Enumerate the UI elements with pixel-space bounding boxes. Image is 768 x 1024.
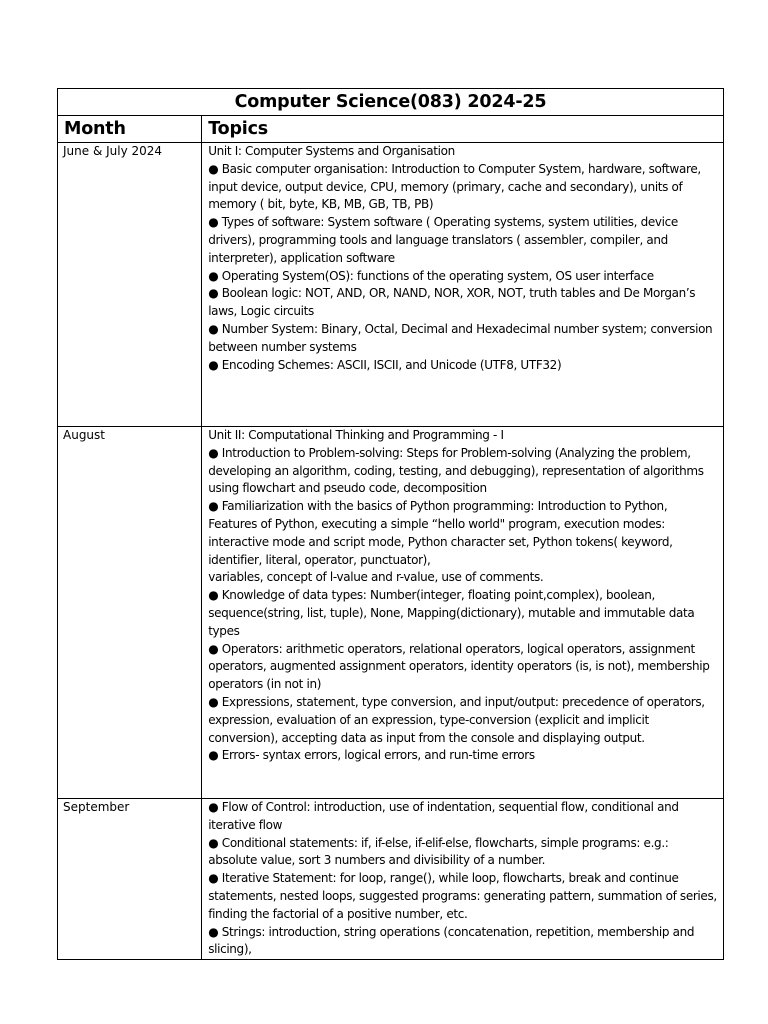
topic-line: ● Encoding Schemes: ASCII, ISCII, and Unicode (UTF8, UTF32) (208, 357, 562, 372)
topic-line: ● Knowledge of data types: Number(integer, floating point,complex), boolean, sequence(string, list, tuple), None, Mapping(dictionary), mutable and immutable data types (208, 588, 695, 638)
topic-line: Unit I: Computer Systems and Organisation (208, 144, 455, 158)
topic-line: ● Errors- syntax errors, logical errors, and run-time errors (208, 748, 535, 763)
topic-line: Unit II: Computational Thinking and Programming - I (208, 428, 504, 442)
topic-line: ● Boolean logic: NOT, AND, OR, NAND, NOR, XOR, NOT, truth tables and De Morgan’s laws, Logic circuits (208, 286, 696, 319)
topic-line: ● Operators: arithmetic operators, relational operators, logical operators, assignment operators, augmented assignment operators, identity operators (is, is not), membership operators (in not in) (208, 641, 710, 692)
topic-line: ● Basic computer organisation: Introduction to Computer System, hardware, software, input device, output device, CPU, memory (primary, cache and secondary), units of memory ( bit, byte, KB, MB, GB, TB, PB) (208, 161, 701, 212)
topics-cell (202, 143, 724, 427)
topic-line: ● Types of software: System software ( Operating systems, system utilities, device drivers), programming tools and language translators ( assembler, compiler, and interpreter), application software (208, 215, 678, 265)
topic-line: ● Familiarization with the basics of Python programming: Introduction to Python, Features of Python, executing a simple “hello world" program, execution modes: interactive mode and script mode, Python character set, Python tokens( keyword, identifier, literal, operator, punctuator), (208, 499, 673, 567)
topic-line: ● Conditional statements: if, if-else, if-elif-else, flowcharts, simple programs: e.g.: absolute value, sort 3 numbers and divisibility of a number. (208, 835, 669, 868)
topic-line: ● Operating System(OS): functions of the operating system, OS user interface (208, 268, 654, 283)
table-row (58, 427, 724, 799)
topic-line: ● Flow of Control: introduction, use of indentation, sequential flow, conditional and iterative flow (208, 800, 679, 832)
title-row (58, 89, 724, 116)
document-title: Computer Science(083) 2024-25 (58, 89, 724, 116)
table-row (58, 143, 724, 427)
month-cell: June & July 2024 (58, 143, 202, 427)
topic-line: ● Iterative Statement: for loop, range(), while loop, flowcharts, break and continue statements, nested loops, suggested programs: generating pattern, summation of series, finding the factorial of a positive number, etc. (208, 871, 717, 921)
topics-column-header: Topics (202, 116, 724, 143)
topic-line: ● Number System: Binary, Octal, Decimal and Hexadecimal number system; conversion between number systems (208, 321, 713, 354)
month-cell: August (58, 427, 202, 799)
table-row (58, 799, 724, 960)
header-row (58, 116, 724, 143)
topic-line: ● Introduction to Problem-solving: Steps for Problem-solving (Analyzing the problem, developing an algorithm, coding, testing, and debugging), representation of algorithms using flowchart and pseudo code, decomposition (208, 445, 704, 496)
month-cell: September (58, 799, 202, 960)
topic-line: variables, concept of l-value and r-value, use of comments. (208, 570, 544, 585)
topic-line: ● Strings: introduction, string operations (concatenation, repetition, membership and slicing), (208, 924, 695, 957)
topics-cell (202, 427, 724, 799)
topics-cell (202, 799, 724, 960)
syllabus-table (57, 88, 724, 960)
topic-line: ● Expressions, statement, type conversion, and input/output: precedence of operators, expression, evaluation of an expression, type-conversion (explicit and implicit conversion), accepting data as input from the console and displaying output. (208, 694, 705, 745)
month-column-header: Month (58, 116, 202, 143)
